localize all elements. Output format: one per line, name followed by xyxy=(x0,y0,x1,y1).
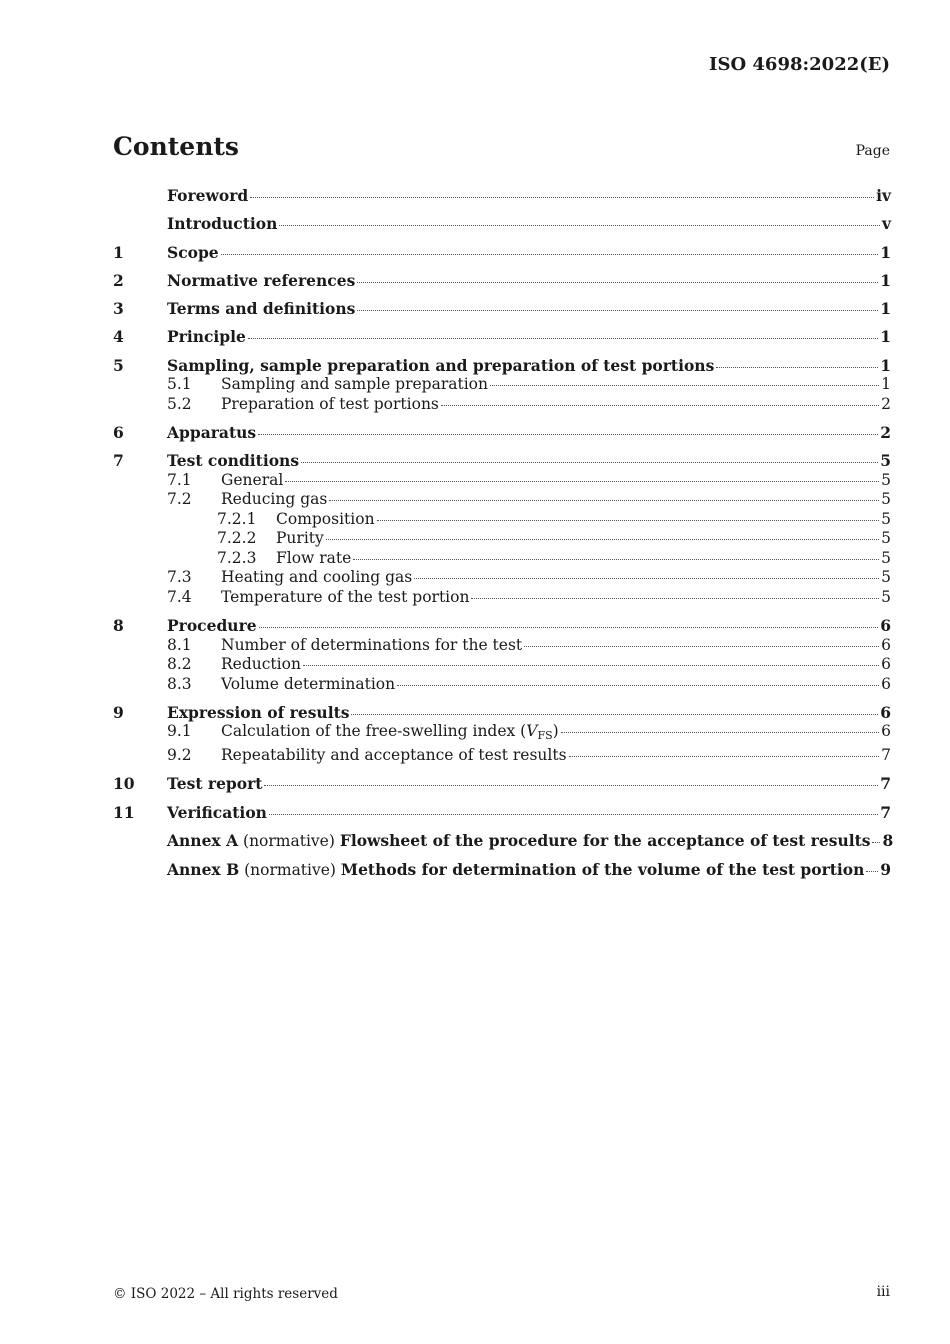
toc-entry[interactable] xyxy=(113,722,891,746)
toc-entry-title[interactable] xyxy=(167,214,277,234)
toc-entry[interactable] xyxy=(113,490,891,510)
toc-entry-title[interactable] xyxy=(276,549,351,569)
toc-entry-title-text: Purity xyxy=(276,529,324,548)
dot-leader xyxy=(716,367,878,368)
table-of-contents xyxy=(113,186,894,881)
toc-entry-title[interactable] xyxy=(221,375,488,395)
toc-entry-page: 6 xyxy=(881,655,891,674)
toc-entry-title[interactable] xyxy=(221,722,559,746)
toc-entry-number: 1 xyxy=(113,242,124,262)
toc-entry-title-text: Test conditions xyxy=(167,451,300,471)
toc-entry-title-text: Procedure xyxy=(167,616,257,636)
toc-entry[interactable] xyxy=(113,636,891,656)
toc-entry-title[interactable] xyxy=(167,356,714,376)
toc-entry-title-text: General xyxy=(221,470,284,489)
toc-entry-page: 5 xyxy=(881,529,891,548)
toc-entry[interactable] xyxy=(113,243,891,263)
toc-entry-title[interactable] xyxy=(221,490,327,510)
toc-entry[interactable] xyxy=(113,774,891,794)
toc-entry-title[interactable] xyxy=(167,616,257,636)
annex-label: Annex A xyxy=(167,830,239,850)
dot-leader xyxy=(301,462,878,463)
toc-entry-page: 7 xyxy=(880,802,891,822)
dot-leader xyxy=(250,197,874,198)
toc-entry-title[interactable] xyxy=(167,243,219,263)
toc-entry-page: 1 xyxy=(880,327,891,347)
dot-leader xyxy=(561,732,879,733)
toc-entry[interactable] xyxy=(113,860,891,881)
toc-entry-title[interactable] xyxy=(167,186,248,206)
toc-entry-number: 8.1 xyxy=(167,635,192,654)
toc-entry-title[interactable] xyxy=(221,471,283,491)
toc-entry-title-text: Repeatability and acceptance of test results xyxy=(221,745,567,764)
toc-entry-title[interactable] xyxy=(221,636,522,656)
toc-entry-title-text: Introduction xyxy=(167,214,278,234)
toc-entry[interactable] xyxy=(113,271,891,291)
toc-entry-page: v xyxy=(881,214,891,234)
toc-entry-number: 9.1 xyxy=(167,722,192,741)
toc-entry-title-text: Test report xyxy=(167,774,263,794)
dot-leader xyxy=(303,665,879,666)
toc-entry-page: 6 xyxy=(881,635,891,654)
dot-leader xyxy=(377,520,880,521)
toc-entry[interactable] xyxy=(113,655,891,675)
toc-entry-title-text: Expression of results xyxy=(167,702,350,722)
dot-leader xyxy=(221,254,879,255)
toc-entry-number: 7.1 xyxy=(167,470,192,489)
dot-leader xyxy=(351,714,878,715)
toc-entry-page: 5 xyxy=(881,509,891,528)
toc-entry-title[interactable] xyxy=(167,299,355,319)
toc-entry[interactable] xyxy=(113,588,891,608)
toc-entry-page: 1 xyxy=(880,355,891,375)
toc-entry-page: 5 xyxy=(880,451,891,471)
toc-entry-page: 5 xyxy=(881,490,891,509)
dot-leader xyxy=(329,500,879,501)
toc-entry-page: iv xyxy=(876,186,891,205)
dot-leader xyxy=(569,756,880,757)
toc-entry-number: 11 xyxy=(113,802,135,822)
toc-entry-number: 6 xyxy=(113,423,124,443)
toc-entry-title-text: Principle xyxy=(167,327,246,347)
toc-entry-number: 7.3 xyxy=(167,568,192,587)
toc-entry[interactable] xyxy=(113,830,894,852)
toc-entry[interactable] xyxy=(113,451,891,471)
dot-leader xyxy=(357,282,878,283)
toc-entry-title-text: Apparatus xyxy=(167,423,257,443)
toc-entry[interactable] xyxy=(113,510,891,530)
toc-entry-number: 10 xyxy=(113,774,135,794)
copyright-notice: © ISO 2022 – All rights reserved xyxy=(113,1286,338,1302)
toc-entry-title[interactable] xyxy=(167,803,267,823)
dot-leader xyxy=(490,385,879,386)
page-column-label: Page xyxy=(855,143,890,159)
toc-entry-title[interactable] xyxy=(221,588,469,608)
annex-label: Annex B xyxy=(167,860,240,880)
toc-entry-number: 7.2.1 xyxy=(217,509,257,528)
toc-entry-title-text: Volume determination xyxy=(221,674,396,693)
toc-entry-title[interactable] xyxy=(221,568,412,588)
dot-leader xyxy=(866,871,878,872)
toc-entry-page: 6 xyxy=(880,702,891,722)
dot-leader xyxy=(285,481,879,482)
toc-entry-title-text: Normative references xyxy=(167,270,356,290)
toc-entry-page: 1 xyxy=(881,375,891,394)
toc-entry-page: 1 xyxy=(880,242,891,262)
toc-entry-title[interactable] xyxy=(167,860,864,881)
toc-entry-title-text: Terms and definitions xyxy=(167,299,356,319)
toc-entry-number: 9 xyxy=(113,702,124,722)
toc-entry-number: 7.4 xyxy=(167,587,192,606)
toc-entry-number: 4 xyxy=(113,327,124,347)
toc-entry[interactable] xyxy=(113,423,891,443)
dot-leader xyxy=(397,685,879,686)
toc-entry-number: 7.2.2 xyxy=(217,529,257,548)
annex-type: (normative) xyxy=(238,831,340,850)
toc-entry[interactable] xyxy=(113,616,891,636)
toc-entry-number: 8 xyxy=(113,616,124,636)
toc-entry-title[interactable] xyxy=(221,675,395,695)
toc-entry-page: 7 xyxy=(880,774,891,794)
toc-entry[interactable] xyxy=(113,746,891,766)
toc-entry-title[interactable] xyxy=(221,655,301,675)
toc-entry[interactable] xyxy=(113,803,891,823)
toc-entry-title[interactable] xyxy=(167,703,349,723)
toc-entry[interactable] xyxy=(113,549,891,569)
toc-entry-title[interactable] xyxy=(167,327,246,347)
toc-entry-title-text: Heating and cooling gas xyxy=(221,568,413,587)
toc-entry[interactable] xyxy=(113,529,891,549)
toc-entry-title-text: Reducing gas xyxy=(221,490,328,509)
toc-entry-page: 6 xyxy=(881,722,891,741)
toc-entry-number: 5.1 xyxy=(167,375,192,394)
page-number: iii xyxy=(876,1284,890,1300)
toc-entry[interactable] xyxy=(113,395,891,415)
toc-entry-page: 9 xyxy=(880,860,891,880)
toc-entry[interactable] xyxy=(113,675,891,695)
toc-entry-number: 7.2.3 xyxy=(217,548,257,567)
toc-entry-title[interactable] xyxy=(167,423,256,443)
toc-title: Contents xyxy=(113,132,240,161)
toc-entry-title-text: Temperature of the test portion xyxy=(221,587,470,606)
toc-entry-title[interactable] xyxy=(167,271,355,291)
dot-leader xyxy=(258,434,878,435)
toc-entry-title[interactable] xyxy=(276,529,324,549)
toc-entry-title-text: Foreword xyxy=(167,186,249,205)
dot-leader xyxy=(248,338,878,339)
toc-entry-page: 5 xyxy=(881,587,891,606)
toc-entry-title[interactable] xyxy=(221,395,439,415)
dot-leader xyxy=(264,785,878,786)
toc-entry-title-text: Flow rate xyxy=(276,548,352,567)
dot-leader xyxy=(471,598,879,599)
toc-entry-page: 1 xyxy=(880,270,891,290)
toc-entry-title-text: Calculation of the free-swelling index ( xyxy=(221,722,527,741)
dot-leader xyxy=(441,405,879,406)
toc-entry-title-text: Composition xyxy=(276,509,375,528)
dot-leader xyxy=(259,627,879,628)
toc-entry-title[interactable] xyxy=(221,746,567,766)
annex-title: Methods for determination of the volume of the test portion xyxy=(340,860,865,880)
toc-entry[interactable] xyxy=(113,568,891,588)
toc-entry[interactable] xyxy=(113,703,891,723)
toc-entry-page: 1 xyxy=(880,299,891,319)
toc-entry-title[interactable] xyxy=(167,451,299,471)
toc-entry-page: 2 xyxy=(881,394,891,413)
toc-entry-title-text: Verification xyxy=(167,802,267,822)
toc-entry[interactable] xyxy=(113,471,891,491)
toc-entry-title-text: Number of determinations for the test xyxy=(221,635,523,654)
toc-entry[interactable] xyxy=(113,375,891,395)
annex-title: Flowsheet of the procedure for the acceptance of test results xyxy=(339,830,871,850)
toc-entry[interactable] xyxy=(113,186,891,206)
toc-entry-number: 8.2 xyxy=(167,655,192,674)
toc-entry-page: 6 xyxy=(880,616,891,636)
toc-entry-page: 8 xyxy=(882,830,894,850)
toc-entry-number: 9.2 xyxy=(167,745,192,764)
toc-entry-page: 5 xyxy=(881,470,891,489)
symbol-subscript: FS xyxy=(537,729,553,743)
toc-entry-page: 6 xyxy=(881,674,891,693)
toc-entry-title[interactable] xyxy=(167,831,870,852)
dot-leader xyxy=(524,646,879,647)
toc-entry[interactable] xyxy=(113,299,891,319)
toc-entry-page: 2 xyxy=(880,423,891,443)
symbol-v: V xyxy=(526,722,538,741)
dot-leader xyxy=(414,578,879,579)
toc-entry[interactable] xyxy=(113,327,891,347)
toc-entry-title[interactable] xyxy=(276,510,375,530)
toc-entry-title-text: Preparation of test portions xyxy=(221,394,439,413)
dot-leader xyxy=(279,225,880,226)
toc-entry-number: 5 xyxy=(113,355,124,375)
toc-entry[interactable] xyxy=(113,214,891,234)
toc-entry-number: 7.2 xyxy=(167,490,192,509)
toc-entry-page: 5 xyxy=(881,548,891,567)
toc-entry-number: 7 xyxy=(113,451,124,471)
dot-leader xyxy=(357,310,878,311)
toc-entry-number: 2 xyxy=(113,270,124,290)
document-id: ISO 4698:2022(E) xyxy=(709,54,890,75)
dot-leader xyxy=(872,842,880,843)
toc-entry-title-text: Reduction xyxy=(221,655,301,674)
dot-leader xyxy=(326,539,879,540)
annex-type: (normative) xyxy=(239,861,341,880)
toc-entry-page: 7 xyxy=(881,745,891,764)
toc-entry[interactable] xyxy=(113,356,891,376)
toc-entry-title[interactable] xyxy=(167,774,262,794)
toc-entry-number: 8.3 xyxy=(167,674,192,693)
toc-entry-title-text: Sampling, sample preparation and preparation of test portions xyxy=(167,355,715,375)
dot-leader xyxy=(353,559,879,560)
toc-entry-number: 3 xyxy=(113,299,124,319)
toc-entry-number: 5.2 xyxy=(167,394,192,413)
dot-leader xyxy=(269,814,878,815)
toc-entry-title-text: Sampling and sample preparation xyxy=(221,375,488,394)
toc-entry-title-suffix: ) xyxy=(552,722,559,741)
toc-entry-title-text: Scope xyxy=(167,242,219,262)
toc-entry-page: 5 xyxy=(881,568,891,587)
